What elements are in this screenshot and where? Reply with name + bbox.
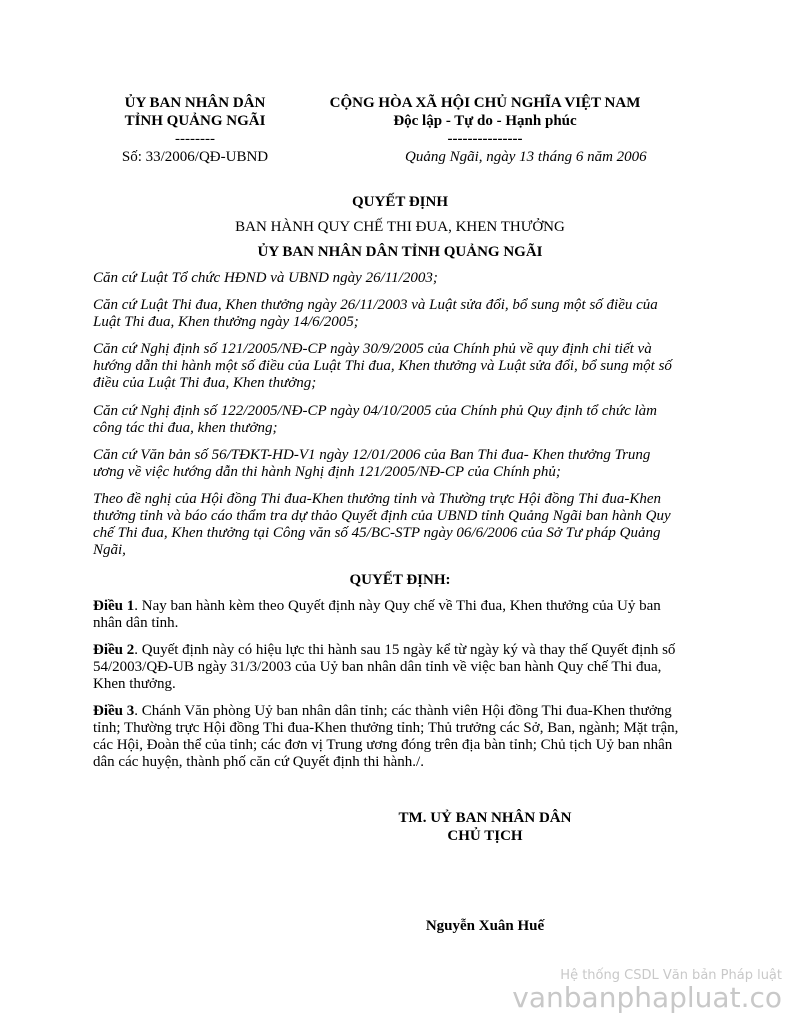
article-text: 54/2003/QĐ-UB ngày 31/3/2003 của Uỷ ban nhân dân tỉnh về việc ban hành Quy chế Thi đua, xyxy=(93,659,662,675)
signer-name: Nguyễn Xuân Huế xyxy=(425,918,545,934)
preamble-line: Luật Thi đua, Khen thưởng ngày 14/6/2005; xyxy=(93,314,359,330)
preamble-line: Căn cứ Luật Thi đua, Khen thưởng ngày 26/11/2003 và Luật sửa đổi, bổ sung một số điều của xyxy=(93,297,658,313)
signature-title: TM. UỶ BAN NHÂN DÂN xyxy=(398,810,572,826)
article-text: . Nay ban hành kèm theo Quyết định này Quy chế về Thi đua, Khen thưởng của Uỷ ban xyxy=(134,598,661,614)
preamble-line: điều của Luật Thi đua, Khen thưởng; xyxy=(93,375,317,391)
preamble-line: Theo đề nghị của Hội đồng Thi đua-Khen thưởng tỉnh và Thường trực Hội đồng Thi đua-Khen xyxy=(93,491,662,507)
document-type: QUYẾT ĐỊNH xyxy=(352,194,448,210)
article-text: . Chánh Văn phòng Uỷ ban nhân dân tỉnh; các thành viên Hội đồng Thi đua-Khen thưởng xyxy=(134,703,672,719)
national-motto: Độc lập - Tự do - Hạnh phúc xyxy=(393,113,577,129)
agency-divider: -------- xyxy=(175,131,215,147)
article-2 xyxy=(93,642,707,693)
article-label: Điều 1 xyxy=(93,598,135,614)
article-1 xyxy=(93,598,707,632)
preamble-line: hướng dẫn thi hành một số điều của Luật Thi đua, Khen thưởng và Luật sửa đổi, bổ sung một số xyxy=(93,358,672,374)
article-3 xyxy=(93,703,707,771)
article-label: Điều 3 xyxy=(93,703,135,719)
place-date: Quảng Ngãi, ngày 13 tháng 6 năm 2006 xyxy=(405,149,647,165)
preamble-paragraph xyxy=(93,403,707,437)
preamble-paragraph xyxy=(93,270,707,287)
watermark-site: vanbanphapluat.co xyxy=(512,981,782,1014)
article-text: nhân dân tỉnh. xyxy=(93,615,179,631)
decision-heading: QUYẾT ĐỊNH: xyxy=(349,572,451,588)
article-text: . Quyết định này có hiệu lực thi hành sau 15 ngày kể từ ngày ký và thay thế Quyết định số xyxy=(134,642,676,658)
preamble-line: Căn cứ Văn bản số 56/TĐKT-HD-V1 ngày 12/01/2006 của Ban Thi đua- Khen thưởng Trung xyxy=(93,447,651,463)
preamble-paragraph xyxy=(93,447,707,481)
preamble-line: ương về việc hướng dẫn thi hành Nghị định 121/2005/NĐ-CP của Chính phủ; xyxy=(93,464,561,480)
watermark-caption: Hệ thống CSDL Văn bản Pháp luật xyxy=(560,968,782,983)
preamble-paragraph xyxy=(93,491,707,559)
article-text: các Hội, Đoàn thể của tỉnh; các đơn vị Trung ương đóng trên địa bàn tỉnh; Chủ tịch Uỷ ban nhân xyxy=(93,737,673,753)
issuing-authority: ỦY BAN NHÂN DÂN TỈNH QUẢNG NGÃI xyxy=(257,244,543,260)
document-subject: BAN HÀNH QUY CHẾ THI ĐUA, KHEN THƯỞNG xyxy=(235,219,565,235)
national-divider: --------------- xyxy=(447,131,523,147)
signature-position: CHỦ TỊCH xyxy=(447,828,523,844)
preamble-paragraph xyxy=(93,297,707,331)
article-text: tỉnh; Thường trực Hội đồng Thi đua-Khen thưởng tỉnh; Thủ trưởng các Sở, Ban, ngành; Mặt trận, xyxy=(93,720,679,736)
preamble-line: công tác thi đua, khen thưởng; xyxy=(93,420,278,436)
national-title: CỘNG HÒA XÃ HỘI CHỦ NGHĨA VIỆT NAM xyxy=(329,95,641,111)
article-text: Khen thưởng. xyxy=(93,676,176,692)
preamble-line: thưởng tỉnh và báo cáo thẩm tra dự thảo Quyết định của UBND tỉnh Quảng Ngãi ban hành Quy xyxy=(93,508,671,524)
preamble-line: Căn cứ Luật Tổ chức HĐND và UBND ngày 26/11/2003; xyxy=(93,270,438,286)
preamble-line: Căn cứ Nghị định số 121/2005/NĐ-CP ngày 30/9/2005 của Chính phủ về quy định chi tiết và xyxy=(93,341,652,357)
article-label: Điều 2 xyxy=(93,642,135,658)
preamble-line: chế Thi đua, Khen thưởng tại Công văn số 45/BC-STP ngày 06/6/2006 của Sở Tư pháp Quảng xyxy=(93,525,661,541)
preamble-line: Ngãi, xyxy=(93,542,126,558)
document-number: Số: 33/2006/QĐ-UBND xyxy=(121,149,269,165)
agency-name-line1: ỦY BAN NHÂN DÂN xyxy=(124,95,266,111)
preamble-line: Căn cứ Nghị định số 122/2005/NĐ-CP ngày 04/10/2005 của Chính phủ Quy định tổ chức làm xyxy=(93,403,657,419)
agency-name-line2: TỈNH QUẢNG NGÃI xyxy=(124,113,266,129)
article-text: dân các huyện, thành phố căn cứ Quyết định thi hành./. xyxy=(93,754,424,770)
preamble-paragraph xyxy=(93,341,707,392)
